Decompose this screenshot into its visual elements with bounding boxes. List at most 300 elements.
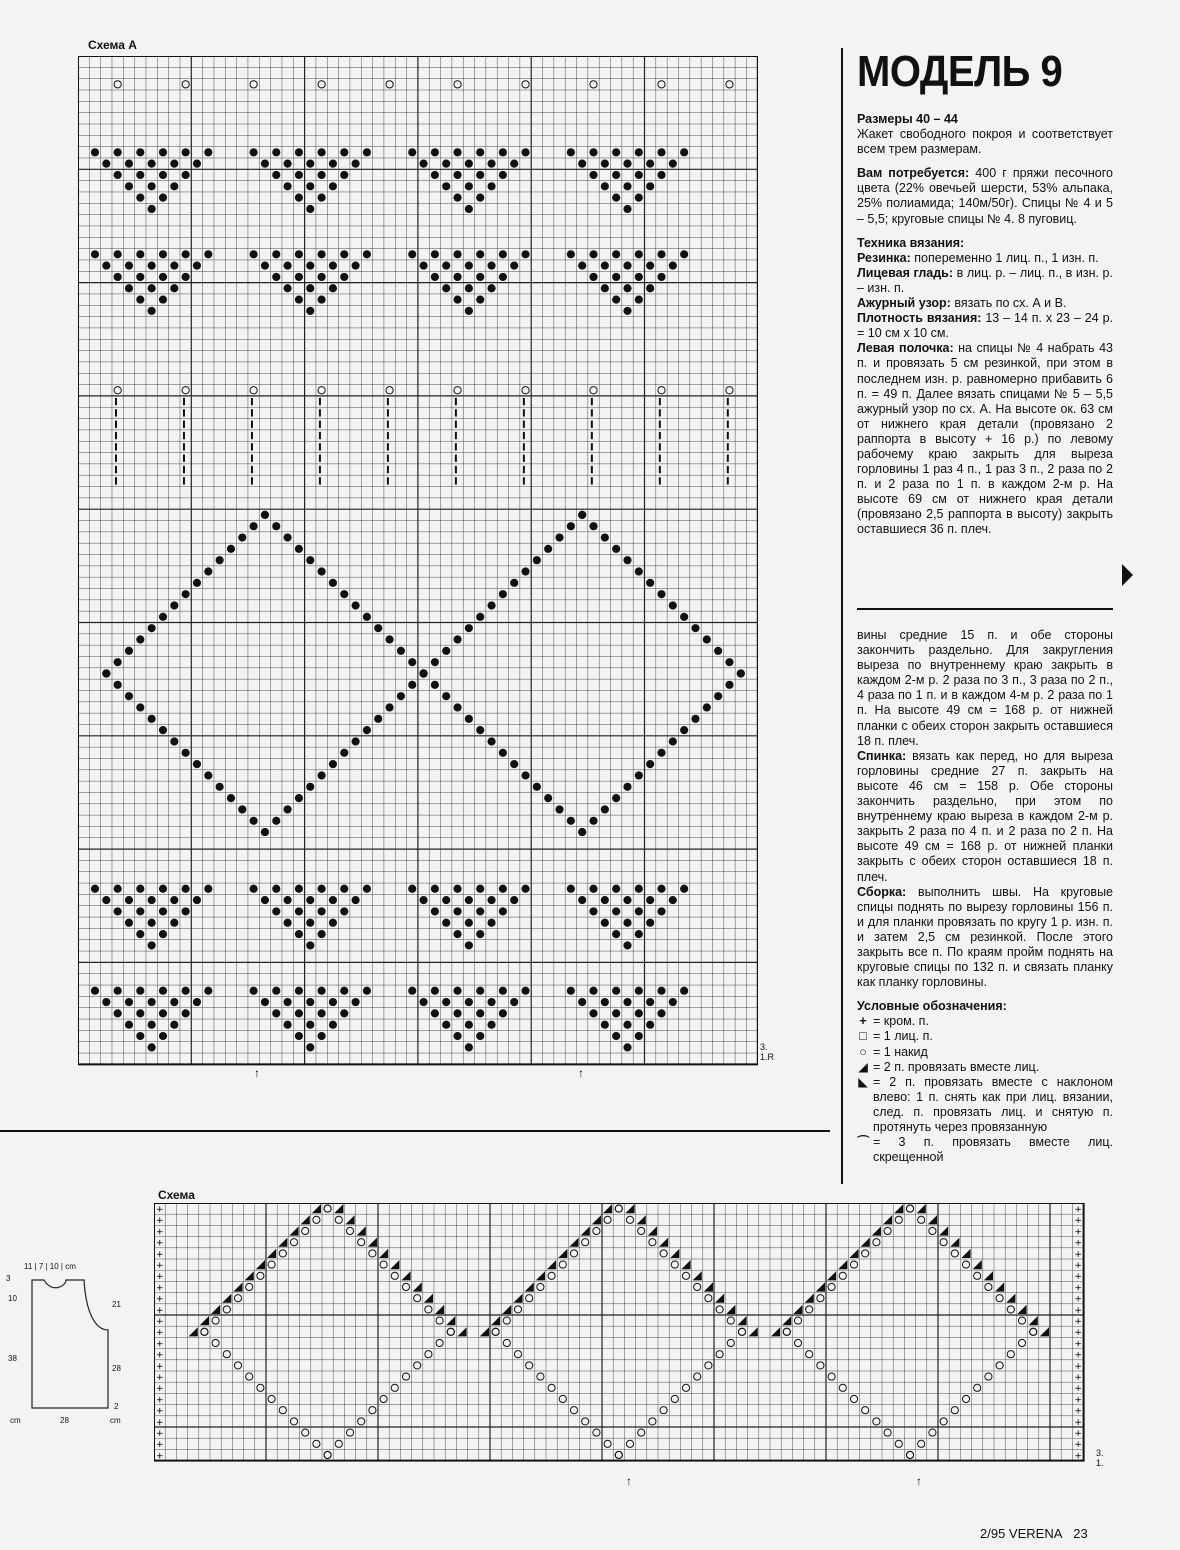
chart-dot bbox=[431, 273, 439, 281]
edge-stitch: + bbox=[1074, 1272, 1082, 1283]
chart-dot bbox=[91, 987, 99, 995]
chart-dot bbox=[431, 658, 439, 666]
chart-dot bbox=[623, 941, 631, 949]
chart-dot bbox=[295, 987, 303, 995]
legend-item bbox=[857, 1060, 1113, 1075]
chart-dot bbox=[329, 284, 337, 292]
chart-dot bbox=[363, 148, 371, 156]
schema-b-arrow-right: ↑ bbox=[916, 1474, 922, 1488]
chart-decrease bbox=[805, 1294, 814, 1303]
chart-yarnover bbox=[492, 1328, 499, 1335]
chart-decrease bbox=[401, 1271, 410, 1280]
chart-yarnover bbox=[1018, 1339, 1025, 1346]
chart-dot bbox=[397, 692, 405, 700]
chart-decrease bbox=[368, 1238, 377, 1247]
chart-decrease bbox=[838, 1260, 847, 1269]
chart-dot bbox=[170, 284, 178, 292]
chart-ladder bbox=[727, 409, 729, 416]
chart-decrease bbox=[233, 1282, 242, 1291]
chart-ladder bbox=[727, 421, 729, 428]
chart-yarnover bbox=[514, 1351, 521, 1358]
chart-dot bbox=[125, 896, 133, 904]
legend-symbol: + bbox=[859, 1014, 867, 1029]
chart-dot bbox=[612, 273, 620, 281]
chart-dot bbox=[442, 160, 450, 168]
chart-yarnover bbox=[985, 1283, 992, 1290]
chart-yarnover bbox=[335, 1216, 342, 1223]
chart-decrease bbox=[200, 1316, 209, 1325]
chart-yarnover bbox=[884, 1429, 891, 1436]
chart-dot bbox=[284, 284, 292, 292]
chart-dot bbox=[159, 987, 167, 995]
chart-dot bbox=[193, 579, 201, 587]
chart-dot bbox=[125, 284, 133, 292]
chart-ladder bbox=[183, 443, 185, 450]
edge-stitch: + bbox=[156, 1305, 164, 1316]
chart-yarnover bbox=[940, 1239, 947, 1246]
chart-dot bbox=[499, 1009, 507, 1017]
chart-dot bbox=[465, 941, 473, 949]
chart-decrease bbox=[883, 1215, 892, 1224]
chart-dot bbox=[544, 794, 552, 802]
chart-yarnover bbox=[313, 1440, 320, 1447]
chart-dot bbox=[159, 613, 167, 621]
edge-stitch: + bbox=[1074, 1249, 1082, 1260]
chart-dot bbox=[170, 919, 178, 927]
shape-bottom-28: 28 bbox=[60, 1416, 69, 1425]
chart-dot bbox=[114, 681, 122, 689]
chart-dot bbox=[114, 250, 122, 258]
chart-dot bbox=[453, 148, 461, 156]
chart-dot bbox=[284, 182, 292, 190]
chart-yarnover bbox=[290, 1418, 297, 1425]
chart-decrease bbox=[973, 1260, 982, 1269]
chart-dot bbox=[521, 250, 529, 258]
chart-dot bbox=[148, 941, 156, 949]
stockinette-label: Лицевая гладь: bbox=[857, 265, 954, 280]
chart-yarnover bbox=[414, 1295, 421, 1302]
chart-dot bbox=[318, 148, 326, 156]
chart-dot bbox=[646, 182, 654, 190]
chart-dot bbox=[521, 148, 529, 156]
chart-ladder bbox=[319, 455, 321, 462]
chart-dot bbox=[510, 760, 518, 768]
edge-stitch: + bbox=[156, 1339, 164, 1350]
chart-dot bbox=[408, 658, 416, 666]
chart-ladder bbox=[115, 409, 117, 416]
chart-decrease bbox=[334, 1204, 343, 1213]
continue-arrow bbox=[1122, 564, 1133, 586]
chart-dot bbox=[419, 160, 427, 168]
chart-dot bbox=[170, 182, 178, 190]
chart-dot bbox=[476, 907, 484, 915]
chart-dot bbox=[453, 930, 461, 938]
chart-dot bbox=[318, 1032, 326, 1040]
chart-dot bbox=[442, 692, 450, 700]
chart-decrease bbox=[345, 1215, 354, 1224]
chart-dot bbox=[703, 703, 711, 711]
chart-dot bbox=[725, 681, 733, 689]
chart-yarnover bbox=[649, 1418, 656, 1425]
chart-dot bbox=[623, 205, 631, 213]
chart-dot bbox=[465, 284, 473, 292]
chart-dot bbox=[284, 160, 292, 168]
chart-dot bbox=[499, 171, 507, 179]
chart-dot bbox=[453, 194, 461, 202]
chart-decrease bbox=[1040, 1327, 1049, 1336]
chart-dot bbox=[419, 998, 427, 1006]
chart-dot bbox=[476, 930, 484, 938]
chart-dot bbox=[499, 273, 507, 281]
chart-yarnover bbox=[817, 1295, 824, 1302]
chart-dot bbox=[669, 896, 677, 904]
chart-ladder bbox=[115, 455, 117, 462]
issue-label: 2/95 VERENA bbox=[980, 1526, 1063, 1541]
shape-left-3: 3 bbox=[6, 1274, 11, 1283]
chart-dot bbox=[397, 647, 405, 655]
edge-stitch: + bbox=[1074, 1440, 1082, 1451]
chart-dot bbox=[567, 148, 575, 156]
chart-dot bbox=[453, 273, 461, 281]
chart-dot bbox=[623, 556, 631, 564]
chart-dot bbox=[182, 1009, 190, 1017]
chart-yarnover bbox=[182, 81, 189, 88]
chart-dot bbox=[91, 148, 99, 156]
chart-decrease bbox=[939, 1226, 948, 1235]
chart-dot bbox=[601, 182, 609, 190]
edge-stitch: + bbox=[1074, 1429, 1082, 1439]
chart-dot bbox=[589, 250, 597, 258]
chart-dot bbox=[306, 262, 314, 270]
chart-dot bbox=[453, 987, 461, 995]
chart-dot bbox=[295, 930, 303, 938]
chart-dot bbox=[170, 601, 178, 609]
chart-dot bbox=[102, 896, 110, 904]
chart-dot bbox=[295, 545, 303, 553]
chart-dot bbox=[476, 250, 484, 258]
chart-dot bbox=[363, 726, 371, 734]
chart-dot bbox=[453, 703, 461, 711]
chart-yarnover bbox=[839, 1384, 846, 1391]
garment-shape-diagram bbox=[4, 1258, 132, 1428]
chart-ladder bbox=[183, 432, 185, 439]
chart-dot bbox=[635, 987, 643, 995]
chart-decrease bbox=[446, 1316, 455, 1325]
chart-yarnover bbox=[806, 1306, 813, 1313]
chart-dot bbox=[136, 635, 144, 643]
chart-dot bbox=[329, 919, 337, 927]
chart-dot bbox=[193, 896, 201, 904]
chart-ladder bbox=[455, 443, 457, 450]
rib-text: попеременно 1 лиц. п., 1 изн. п. bbox=[914, 250, 1099, 265]
chart-ladder bbox=[455, 455, 457, 462]
chart-yarnover bbox=[335, 1440, 342, 1447]
chart-dot bbox=[204, 885, 212, 893]
chart-dot bbox=[646, 160, 654, 168]
chart-dot bbox=[204, 148, 212, 156]
chart-dot bbox=[204, 250, 212, 258]
chart-dot bbox=[487, 737, 495, 745]
chart-ladder bbox=[387, 443, 389, 450]
chart-decrease bbox=[603, 1204, 612, 1213]
chart-dot bbox=[635, 1009, 643, 1017]
chart-decrease bbox=[558, 1249, 567, 1258]
chart-dot bbox=[306, 783, 314, 791]
chart-decrease bbox=[793, 1305, 802, 1314]
edge-stitch: + bbox=[156, 1451, 164, 1462]
edge-stitch: + bbox=[1074, 1227, 1082, 1238]
chart-decrease bbox=[457, 1327, 466, 1336]
chart-yarnover bbox=[380, 1395, 387, 1402]
chart-ladder bbox=[591, 443, 593, 450]
chart-yarnover bbox=[537, 1373, 544, 1380]
chart-dot bbox=[680, 148, 688, 156]
chart-dot bbox=[125, 182, 133, 190]
chart-dot bbox=[136, 1009, 144, 1017]
chart-yarnover bbox=[951, 1407, 958, 1414]
chart-decrease bbox=[827, 1271, 836, 1280]
chart-yarnover bbox=[391, 1272, 398, 1279]
chart-dot bbox=[306, 998, 314, 1006]
chart-yarnover bbox=[114, 387, 121, 394]
chart-dot bbox=[612, 907, 620, 915]
chart-dot bbox=[442, 919, 450, 927]
chart-dot bbox=[533, 556, 541, 564]
chart-yarnover bbox=[1030, 1328, 1037, 1335]
chart-decrease bbox=[1029, 1316, 1038, 1325]
edge-stitch: + bbox=[1074, 1373, 1082, 1383]
chart-ladder bbox=[727, 432, 729, 439]
chart-dot bbox=[601, 533, 609, 541]
chart-dot bbox=[453, 250, 461, 258]
chart-ladder bbox=[319, 443, 321, 450]
chart-dot bbox=[148, 1043, 156, 1051]
chart-yarnover bbox=[929, 1227, 936, 1234]
chart-yarnover bbox=[839, 1272, 846, 1279]
chart-decrease bbox=[737, 1316, 746, 1325]
chart-dot bbox=[340, 907, 348, 915]
chart-dot bbox=[272, 817, 280, 825]
chart-yarnover bbox=[794, 1339, 801, 1346]
chart-dot bbox=[476, 1032, 484, 1040]
chart-yarnover bbox=[682, 1272, 689, 1279]
chart-dot bbox=[646, 919, 654, 927]
chart-dot bbox=[419, 262, 427, 270]
chart-yarnover bbox=[906, 1451, 913, 1458]
chart-dot bbox=[182, 907, 190, 915]
chart-yarnover bbox=[783, 1328, 790, 1335]
chart-dot bbox=[340, 148, 348, 156]
chart-dot bbox=[635, 885, 643, 893]
chart-dot bbox=[578, 160, 586, 168]
chart-dot bbox=[318, 250, 326, 258]
left-front-label: Левая полочка: bbox=[857, 341, 954, 356]
chart-dot bbox=[136, 148, 144, 156]
chart-ladder bbox=[591, 432, 593, 439]
chart-dot bbox=[261, 262, 269, 270]
chart-yarnover bbox=[522, 387, 529, 394]
chart-dot bbox=[159, 296, 167, 304]
density-label: Плотность вязания: bbox=[857, 311, 982, 326]
chart-yarnover bbox=[503, 1339, 510, 1346]
chart-ladder bbox=[183, 466, 185, 473]
edge-stitch: + bbox=[156, 1216, 164, 1227]
chart-yarnover bbox=[268, 1261, 275, 1268]
chart-decrease bbox=[312, 1204, 321, 1213]
chart-dot bbox=[623, 307, 631, 315]
chart-dot bbox=[476, 148, 484, 156]
legend-list bbox=[857, 1014, 1113, 1165]
chart-dot bbox=[612, 930, 620, 938]
chart-dot bbox=[657, 987, 665, 995]
chart-yarnover bbox=[694, 1373, 701, 1380]
chart-dot bbox=[329, 896, 337, 904]
chart-decrease bbox=[872, 1226, 881, 1235]
chart-dot bbox=[465, 919, 473, 927]
chart-dot bbox=[431, 1009, 439, 1017]
chart-dot bbox=[216, 556, 224, 564]
chart-dot bbox=[465, 624, 473, 632]
chart-yarnover bbox=[638, 1227, 645, 1234]
chart-ladder bbox=[387, 466, 389, 473]
edge-stitch: + bbox=[156, 1440, 164, 1451]
edge-stitch: + bbox=[156, 1384, 164, 1395]
chart-dot bbox=[669, 737, 677, 745]
chart-yarnover bbox=[974, 1272, 981, 1279]
chart-dot bbox=[499, 885, 507, 893]
chart-dot bbox=[284, 262, 292, 270]
chart-dot bbox=[487, 1021, 495, 1029]
chart-dot bbox=[442, 284, 450, 292]
chart-yarnover bbox=[212, 1317, 219, 1324]
edge-stitch: + bbox=[156, 1317, 164, 1327]
sizes-text: Жакет свободного покроя и соответствует всем трем размерам. bbox=[857, 127, 1113, 157]
edge-stitch: + bbox=[156, 1261, 164, 1271]
chart-dot bbox=[442, 647, 450, 655]
chart-yarnover bbox=[671, 1395, 678, 1402]
chart-dot bbox=[125, 1021, 133, 1029]
chart-ladder bbox=[319, 466, 321, 473]
chart-dot bbox=[136, 885, 144, 893]
chart-dot bbox=[306, 896, 314, 904]
chart-dot bbox=[284, 998, 292, 1006]
chart-dot bbox=[204, 567, 212, 575]
chart-yarnover bbox=[906, 1205, 913, 1212]
chart-yarnover bbox=[279, 1250, 286, 1257]
chart-decrease bbox=[749, 1327, 758, 1336]
chart-yarnover bbox=[626, 1216, 633, 1223]
left-front-text: на спицы № 4 набрать 43 п. и провязать 5 см резинкой, при этом в последнем изн. р. равномерно прибавить 6 п. = 49 п. Далее вязать спицами № 5 – 5,5 ажурный узор по сх. А. На высоте ок. 63 см от нижнего края детали (провязано 2 раппорта в высоту + 16 р.) по левому рабочему краю закрыть для выреза горловины 1 раз 4 п., 1 раз 3 п., 2 раза по 2 п. и 2 раза по 1 п. в каждом 2-м р. На высоте 69 см от нижнего края детали (провязано 2,5 раппорта в высоту) закрыть оставшиеся 36 п. плеч. bbox=[857, 341, 1113, 537]
chart-dot bbox=[295, 273, 303, 281]
chart-dot bbox=[284, 919, 292, 927]
chart-dot bbox=[589, 171, 597, 179]
chart-yarnover bbox=[996, 1362, 1003, 1369]
stockinette-text: в лиц. р. – лиц. п., в изн. р. – изн. п. bbox=[857, 265, 1113, 295]
chart-dot bbox=[657, 273, 665, 281]
legend-symbol: ◢ bbox=[858, 1059, 868, 1074]
chart-yarnover bbox=[250, 81, 257, 88]
chart-dot bbox=[453, 885, 461, 893]
chart-dot bbox=[408, 987, 416, 995]
chart-dot bbox=[499, 250, 507, 258]
chart-dot bbox=[612, 250, 620, 258]
chart-dot bbox=[340, 749, 348, 757]
chart-dot bbox=[159, 171, 167, 179]
chart-ladder bbox=[319, 432, 321, 439]
chart-dot bbox=[136, 987, 144, 995]
chart-dot bbox=[148, 919, 156, 927]
chart-dot bbox=[465, 307, 473, 315]
chart-dot bbox=[612, 545, 620, 553]
chart-dot bbox=[318, 907, 326, 915]
chart-decrease bbox=[491, 1316, 500, 1325]
chart-ladder bbox=[115, 466, 117, 473]
chart-yarnover bbox=[962, 1261, 969, 1268]
chart-yarnover bbox=[582, 1418, 589, 1425]
chart-decrease bbox=[379, 1249, 388, 1258]
chart-ladder bbox=[387, 421, 389, 428]
chart-decrease bbox=[267, 1249, 276, 1258]
chart-yarnover bbox=[817, 1362, 824, 1369]
chart-ladder bbox=[387, 398, 389, 405]
chart-yarnover bbox=[570, 1407, 577, 1414]
chart-dot bbox=[374, 715, 382, 723]
chart-dot bbox=[102, 669, 110, 677]
chart-decrease bbox=[771, 1327, 780, 1336]
chart-dot bbox=[589, 885, 597, 893]
edge-stitch: + bbox=[156, 1361, 164, 1372]
shape-top-dims: 11 | 7 | 10 | cm bbox=[24, 1262, 76, 1271]
chart-dot bbox=[318, 273, 326, 281]
chart-yarnover bbox=[548, 1384, 555, 1391]
chart-yarnover bbox=[862, 1250, 869, 1257]
chart-dot bbox=[159, 726, 167, 734]
chart-dot bbox=[487, 284, 495, 292]
chart-yarnover bbox=[246, 1283, 253, 1290]
chart-yarnover bbox=[250, 387, 257, 394]
chart-dot bbox=[193, 262, 201, 270]
chart-dot bbox=[578, 896, 586, 904]
chart-dot bbox=[623, 160, 631, 168]
chart-dot bbox=[295, 907, 303, 915]
chart-dot bbox=[476, 885, 484, 893]
chart-yarnover bbox=[324, 1205, 331, 1212]
chart-dot bbox=[521, 987, 529, 995]
chart-ladder bbox=[115, 477, 117, 484]
chart-ladder bbox=[251, 466, 253, 473]
chart-dot bbox=[170, 896, 178, 904]
chart-dot bbox=[476, 726, 484, 734]
chart-dot bbox=[601, 919, 609, 927]
chart-dot bbox=[306, 1043, 314, 1051]
schema-a-arrow-right: ↑ bbox=[578, 1066, 584, 1080]
chart-yarnover bbox=[828, 1373, 835, 1380]
chart-dot bbox=[91, 885, 99, 893]
chart-dot bbox=[601, 262, 609, 270]
chart-dot bbox=[250, 817, 258, 825]
chart-dot bbox=[589, 907, 597, 915]
chart-decrease bbox=[592, 1215, 601, 1224]
edge-stitch: + bbox=[156, 1395, 164, 1406]
chart-yarnover bbox=[694, 1283, 701, 1290]
chart-dot bbox=[284, 533, 292, 541]
chart-dot bbox=[182, 590, 190, 598]
chart-dot bbox=[272, 273, 280, 281]
chart-yarnover bbox=[454, 387, 461, 394]
chart-yarnover bbox=[929, 1429, 936, 1436]
chart-dot bbox=[623, 1021, 631, 1029]
chart-ladder bbox=[251, 455, 253, 462]
